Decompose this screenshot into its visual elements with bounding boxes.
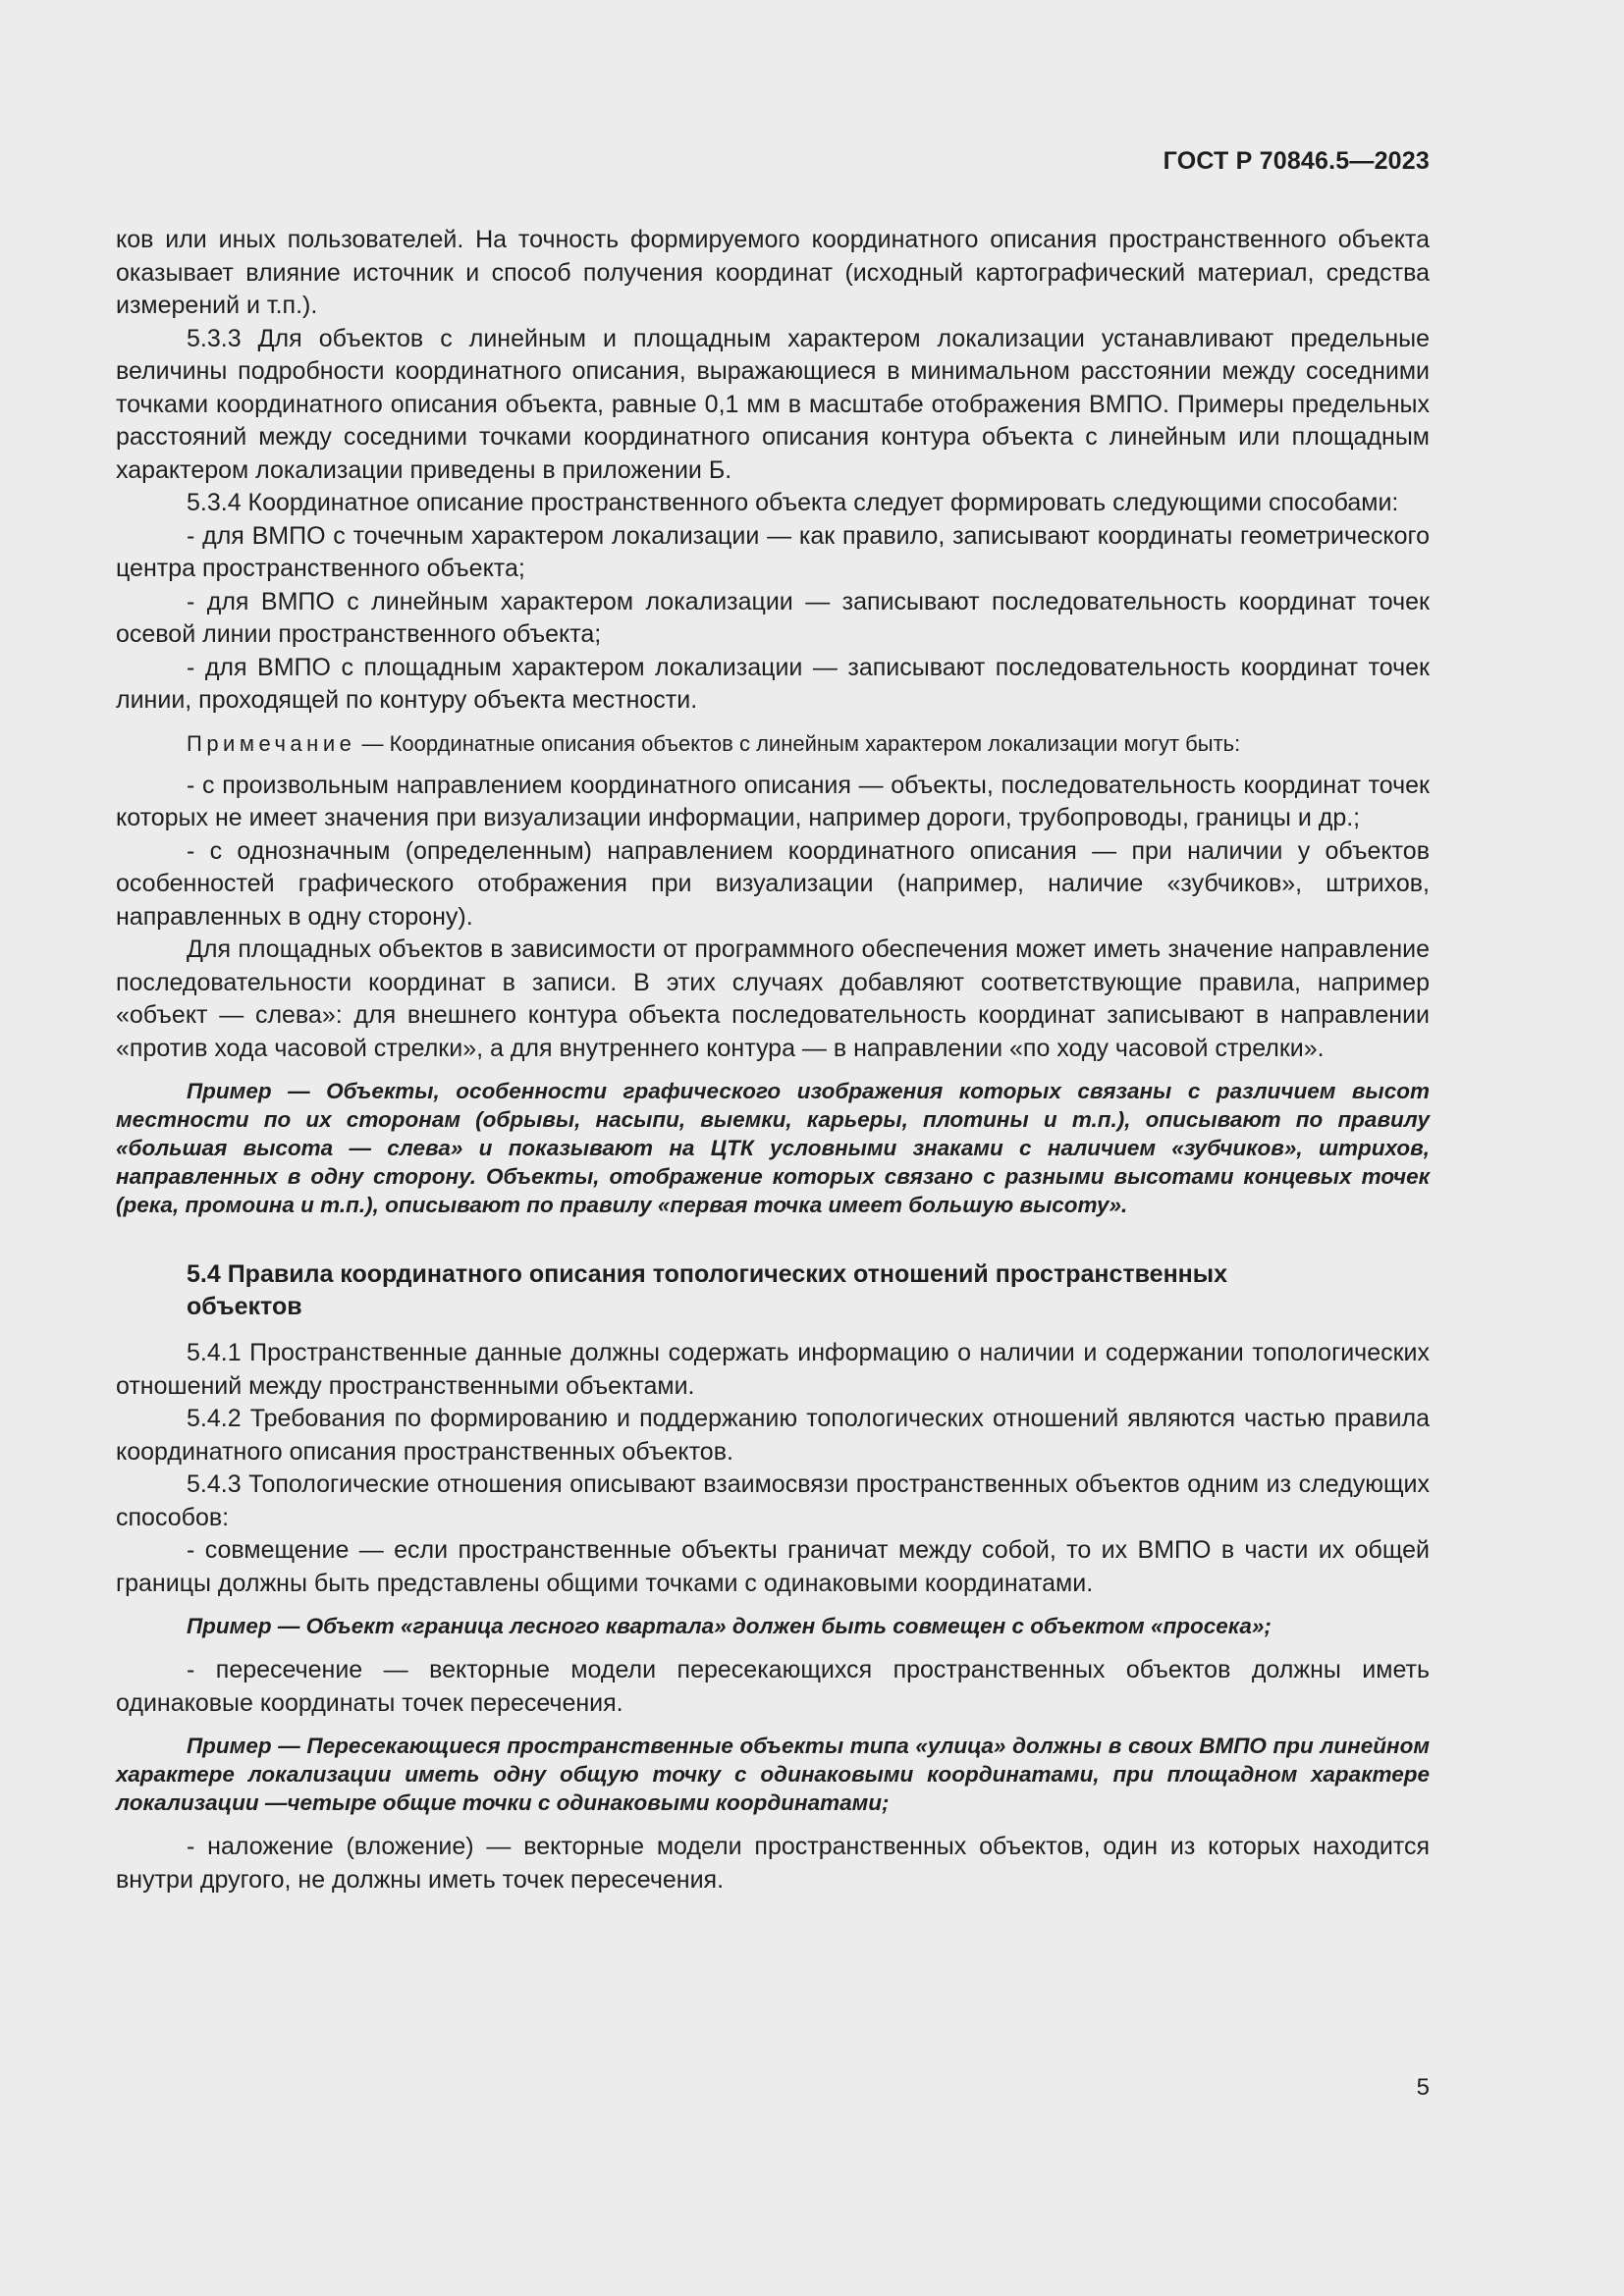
page-number: 5 xyxy=(1416,2074,1430,2101)
section-title-5-4: 5.4 Правила координатного описания топологических отношений пространственных объектов xyxy=(187,1260,1228,1320)
paragraph-5-4-1: 5.4.1 Пространственные данные должны содержать информацию о наличии и содержании топологических отношений между пространственными объектами. xyxy=(116,1339,1430,1400)
example-forest-boundary: Пример — Объект «граница лесного квартала» должен быть совмещен с объектом «просека»; xyxy=(187,1614,1272,1638)
note-text: — Координатные описания объектов с линейным характером локализации могут быть: xyxy=(355,730,1241,756)
example-heights: Пример — Объекты, особенности графического изображения которых связаны с различием высот местности по их сторонам (обрывы, насыпи, выемки, карьеры, плотины и т.п.), описывают по правилу «большая высота — слева» и показывают на ЦТК условными знаками с наличием «зубчиков», штрихов, направленных в одну сторону. Объекты, отображение которых связано с разными высотами концевых точек (река, промоина и т.п.), описывают по правилу «первая точка имеет большую высоту». xyxy=(116,1079,1430,1217)
document-code-header: ГОСТ Р 70846.5—2023 xyxy=(1163,147,1430,175)
list-item-coincidence: - совмещение — если пространственные объекты граничат между собой, то их ВМПО в части их общей границы должны быть представлены общими точками с одинаковыми координатами. xyxy=(116,1536,1430,1597)
paragraph-continuation: ков или иных пользователей. На точность формируемого координатного описания пространственного объекта оказывает влияние источник и способ получения координат (исходный картографический материал, средства измерений и т.п.). xyxy=(116,226,1430,319)
list-item-areal: - для ВМПО с площадным характером локализации — записывают последовательность координат точек линии, проходящей по контуру объекта местности. xyxy=(116,653,1430,714)
note-label: Примечание xyxy=(187,730,356,756)
list-item-defined-direction: - с однозначным (определенным) направлением координатного описания — при наличии у объектов особенностей графического отображения при визуализации (например, наличие «зубчиков», штрихов, направленных в одну сторону). xyxy=(116,836,1430,931)
list-item-point: - для ВМПО с точечным характером локализации — как правило, записывают координаты геометрического центра пространственного объекта; xyxy=(116,521,1430,582)
paragraph-5-3-4: 5.3.4 Координатное описание пространственного объекта следует формировать следующими способами: xyxy=(187,489,1399,516)
list-item-linear: - для ВМПО с линейным характером локализации — записывают последовательность координат точек осевой линии пространственного объекта; xyxy=(116,587,1430,648)
note xyxy=(116,727,1430,760)
paragraph-5-3-3: 5.3.3 Для объектов с линейным и площадным характером локализации устанавливают предельные величины подробности координатного описания, выражающиеся в минимальном расстоянии между соседними точками координатного описания объекта, равные 0,1 мм в масштабе отображения ВМПО. Примеры предельных расстояний между соседними точками координатного описания контура объекта с линейным или площадным характером локализации приведены в приложении Б. xyxy=(116,324,1430,484)
document-body xyxy=(116,224,1430,1896)
list-item-arbitrary-direction: - с произвольным направлением координатного описания — объекты, последовательность координат точек которых не имеет значения при визуализации информации, например дороги, трубопроводы, границы и др.; xyxy=(116,771,1430,831)
list-item-intersection: - пересечение — векторные модели пересекающихся пространственных объектов должны иметь одинаковые координаты точек пересечения. xyxy=(116,1656,1430,1717)
list-item-overlay: - наложение (вложение) — векторные модели пространственных объектов, один из которых находится внутри другого, не должны иметь точек пересечения. xyxy=(116,1833,1430,1894)
example-street: Пример — Пересекающиеся пространственные объекты типа «улица» должны в своих ВМПО при линейном характере локализации иметь одну общую точку с одинаковыми координатами, при площадном характере локализации —четыре общие точки с одинаковыми координатами; xyxy=(116,1734,1430,1815)
paragraph-5-4-3: 5.4.3 Топологические отношения описывают взаимосвязи пространственных объектов одним из следующих способов: xyxy=(116,1470,1430,1531)
paragraph-areal-objects: Для площадных объектов в зависимости от программного обеспечения может иметь значение направление последовательности координат в записи. В этих случаях добавляют соответствующие правила, например «объект — слева»: для внешнего контура объекта последовательность координат записывают в направлении «против хода часовой стрелки», а для внутреннего контура — в направлении «по ходу часовой стрелки». xyxy=(116,935,1430,1062)
paragraph-5-4-2: 5.4.2 Требования по формированию и поддержанию топологических отношений являются частью правила координатного описания пространственных объектов. xyxy=(116,1405,1430,1466)
